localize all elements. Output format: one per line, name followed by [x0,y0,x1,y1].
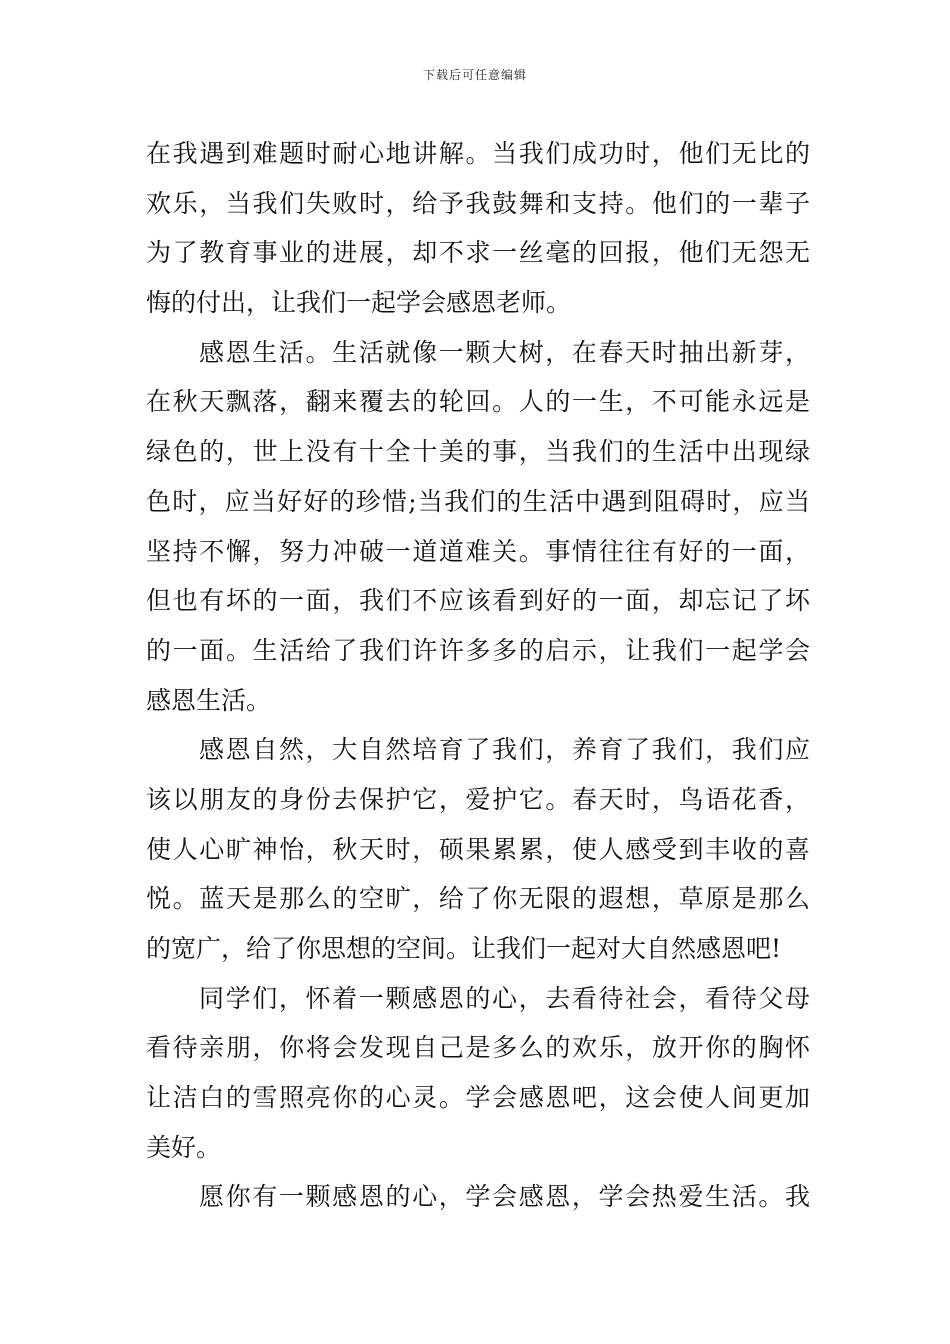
text-line: 但也有坏的一面，我们不应该看到好的一面，却忘记了坏 [146,586,810,616]
text-line: 在我遇到难题时耐心地讲解。当我们成功时，他们无比的 [146,139,810,168]
text-line: 感恩自然，大自然培育了我们，养育了我们，我们应 [199,735,810,765]
text-line: 同学们，怀着一颗感恩的心，去看待社会，看待父母 [199,983,810,1013]
text-line: 坚持不懈，努力冲破一道道难关。事情往往有好的一面， [146,536,810,566]
text-line: 看待亲朋，你将会发现自己是多么的欢乐，放开你的胸怀 [146,1033,810,1063]
text-line: 悔的付出，让我们一起学会感恩老师。 [146,288,572,318]
text-line: 美好。 [146,1132,222,1162]
page-header: 下载后可任意编辑 [422,68,527,82]
text-line: 使人心旷神怡，秋天时，硕果累累，使人感受到丰收的喜 [146,834,810,864]
text-line: 让洁白的雪照亮你的心灵。学会感恩吧，这会使人间更加 [146,1083,810,1113]
text-line: 为了教育事业的进展，却不求一丝毫的回报，他们无怨无 [146,238,810,268]
text-line: 的宽广，给了你思想的空间。让我们一起对大自然感恩吧! [146,934,782,963]
text-line: 悦。蓝天是那么的空旷，给了你无限的遐想，草原是那么 [146,884,810,914]
text-line: 感恩生活。生活就像一颗大树，在春天时抽出新芽， [199,337,810,367]
text-line: 欢乐，当我们失败时，给予我鼓舞和支持。他们的一辈子 [146,188,810,218]
document-body [146,129,810,1222]
text-line: 感恩生活。 [146,685,272,715]
text-line: 愿你有一颗感恩的心，学会感恩，学会热爱生活。我 [199,1182,810,1212]
text-line: 色时，应当好好的珍惜;当我们的生活中遇到阻碍时，应当 [146,486,810,516]
text-line: 在秋天飘落，翻来覆去的轮回。人的一生，不可能永远是 [146,387,810,417]
text-line: 该以朋友的身份去保护它，爱护它。春天时，鸟语花香， [146,784,810,814]
text-line: 绿色的，世上没有十全十美的事，当我们的生活中出现绿 [146,437,810,467]
text-line: 的一面。生活给了我们许许多多的启示，让我们一起学会 [146,635,810,665]
